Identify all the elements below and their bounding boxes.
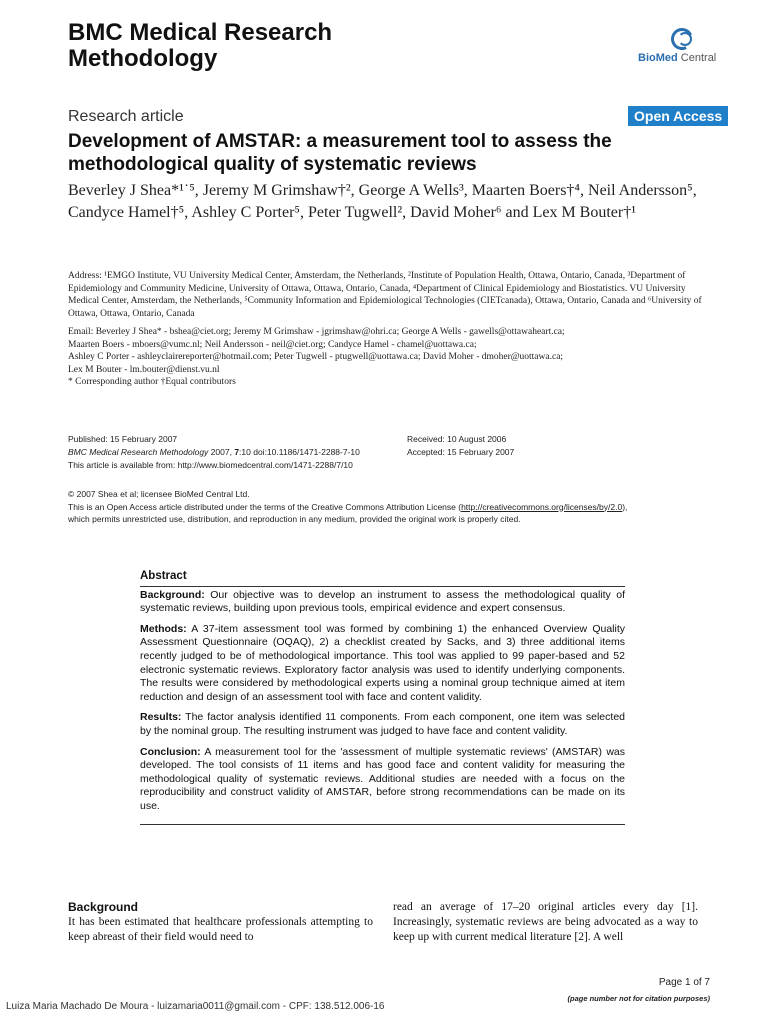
journal-title-line2: Methodology	[68, 45, 218, 72]
received-date: Received: 10 August 2006	[407, 434, 507, 444]
citation: BMC Medical Research Methodology 2007, 7:10 doi:10.1186/1471-2288-7-10	[68, 447, 360, 457]
page-number: Page 1 of 7	[658, 977, 710, 988]
license-link[interactable]: http://creativecommons.org/licenses/by/2.0	[461, 501, 623, 512]
journal-title-line1: BMC Medical Research	[68, 19, 333, 46]
biomed-central-logo	[638, 26, 738, 72]
open-access-badge: Open Access	[628, 106, 728, 126]
abstract-results: Results: The factor analysis identified 11 components. From each component, one item was selected by the nominal group. The resulting instrument was judged to have face and content validity.	[140, 711, 625, 737]
accepted-date: Accepted: 15 February 2007	[407, 447, 515, 457]
license-text-2: which permits unrestricted use, distribution, and reproduction in any medium, provided the original work is properly cited.	[68, 514, 521, 524]
abstract-heading: Abstract	[140, 570, 625, 587]
email-line: Lex M Bouter - lm.bouter@dienst.vu.nl	[68, 364, 220, 375]
logo-inner-arc-icon	[678, 32, 692, 46]
abstract-conclusion: Conclusion: A measurement tool for the 'assessment of multiple systematic reviews' (AMSTAR) was developed. The tool consists of 11 items and has good face and content validity for measuring the methodological quality of systematic reviews. Additional studies are needed with a focus on the reproducibility and construct validity of AMSTAR, before strong recommendations can be made on its use.	[140, 745, 625, 812]
contributor-note: * Corresponding author †Equal contributors	[68, 377, 236, 387]
section-heading: Background	[68, 900, 139, 914]
affiliations: Address: ¹EMGO Institute, VU University Medical Center, Amsterdam, the Netherlands, ²Institute of Population Health, Ottawa, Ontario, Canada, ³Department of Epidemiology and Community Medicine, University of Ottawa, Ottawa, Ontario, Canada, ⁴Department of Clinical Epidemiology and Biostatistics. VU University Medical Center, Amsterdam, the Netherlands, ⁵Community Information and Epidemiological Technologies (CIETcanada), Ottawa, Ontario, Canada and ⁶University of Ottawa, Ottawa, Ontario, Canada	[68, 271, 702, 319]
publisher-name: BioMed Central	[638, 52, 717, 64]
availability-url[interactable]: This article is available from: http://www.biomedcentral.com/1471-2288/7/10	[68, 460, 353, 470]
body-text: It has been estimated that healthcare professionals attempting to keep abreast of their field would need to	[68, 916, 373, 943]
article-title: Development of AMSTAR: a measurement tool to assess the methodological quality of systematic reviews	[68, 131, 612, 175]
download-watermark: Luiza Maria Machado De Moura - luizamaria0011@gmail.com - CPF: 138.512.006-16	[6, 1001, 385, 1012]
email-line: Maarten Boers - mboers@vumc.nl; Neil Andersson - neil@ciet.org; Candyce Hamel - chamel@uottawa.ca;	[68, 339, 477, 350]
abstract-methods: Methods: A 37-item assessment tool was formed by combining 1) the enhanced Overview Quality Assessment Questionnaire (OQAQ), 2) a checklist created by Sacks, and 3) three additional items recently judged to be of methodological importance. This tool was applied to 99 paper-based and 52 electronic systematic reviews. Exploratory factor analysis was used to identify underlying components. The results were considered by methodological experts using a nominal group technique aimed at item reduction and design of an assessment tool with face and content validity.	[140, 622, 625, 703]
author-list: Beverley J Shea*¹˙⁵, Jeremy M Grimshaw†², George A Wells³, Maarten Boers†⁴, Neil Andersson⁵, Candyce Hamel†⁵, Ashley C Porter⁵, Peter Tugwell², David Moher⁶ and Lex M Bouter†¹	[68, 182, 697, 221]
license-text: This is an Open Access article distributed under the terms of the Creative Commons Attribution License (http://creativecommons.org/licenses/by/2.0),	[68, 501, 628, 512]
article-type: Research article	[68, 108, 184, 125]
abstract	[140, 570, 625, 825]
body-column-left	[68, 900, 373, 945]
journal-title	[68, 20, 332, 72]
page-note: (page number not for citation purposes)	[567, 994, 710, 1003]
received-info	[407, 433, 707, 459]
email-list	[68, 326, 708, 389]
body-column-right: read an average of 17–20 original articles every day [1]. Increasingly, systematic reviews are being advocated as a way to keep up with current medical literature [2]. A well	[393, 901, 698, 943]
email-line: Ashley C Porter - ashleyclairereporter@hotmail.com; Peter Tugwell - ptugwell@uottawa.ca; David Moher - dmoher@uottawa.ca;	[68, 352, 564, 362]
publication-info	[68, 433, 398, 472]
abstract-background: Background: Our objective was to develop an instrument to assess the methodological quality of systematic reviews, building upon previous tools, empirical evidence and expert consensus.	[140, 588, 625, 615]
copyright: © 2007 Shea et al; licensee BioMed Central Ltd.	[68, 489, 250, 499]
published-date: Published: 15 February 2007	[68, 434, 178, 444]
abstract-divider	[140, 824, 625, 825]
license-block	[68, 488, 718, 526]
email-line: Email: Beverley J Shea* - bshea@ciet.org; Jeremy M Grimshaw - jgrimshaw@ohri.ca; George A Wells - gawells@ottawaheart.ca;	[68, 327, 565, 337]
